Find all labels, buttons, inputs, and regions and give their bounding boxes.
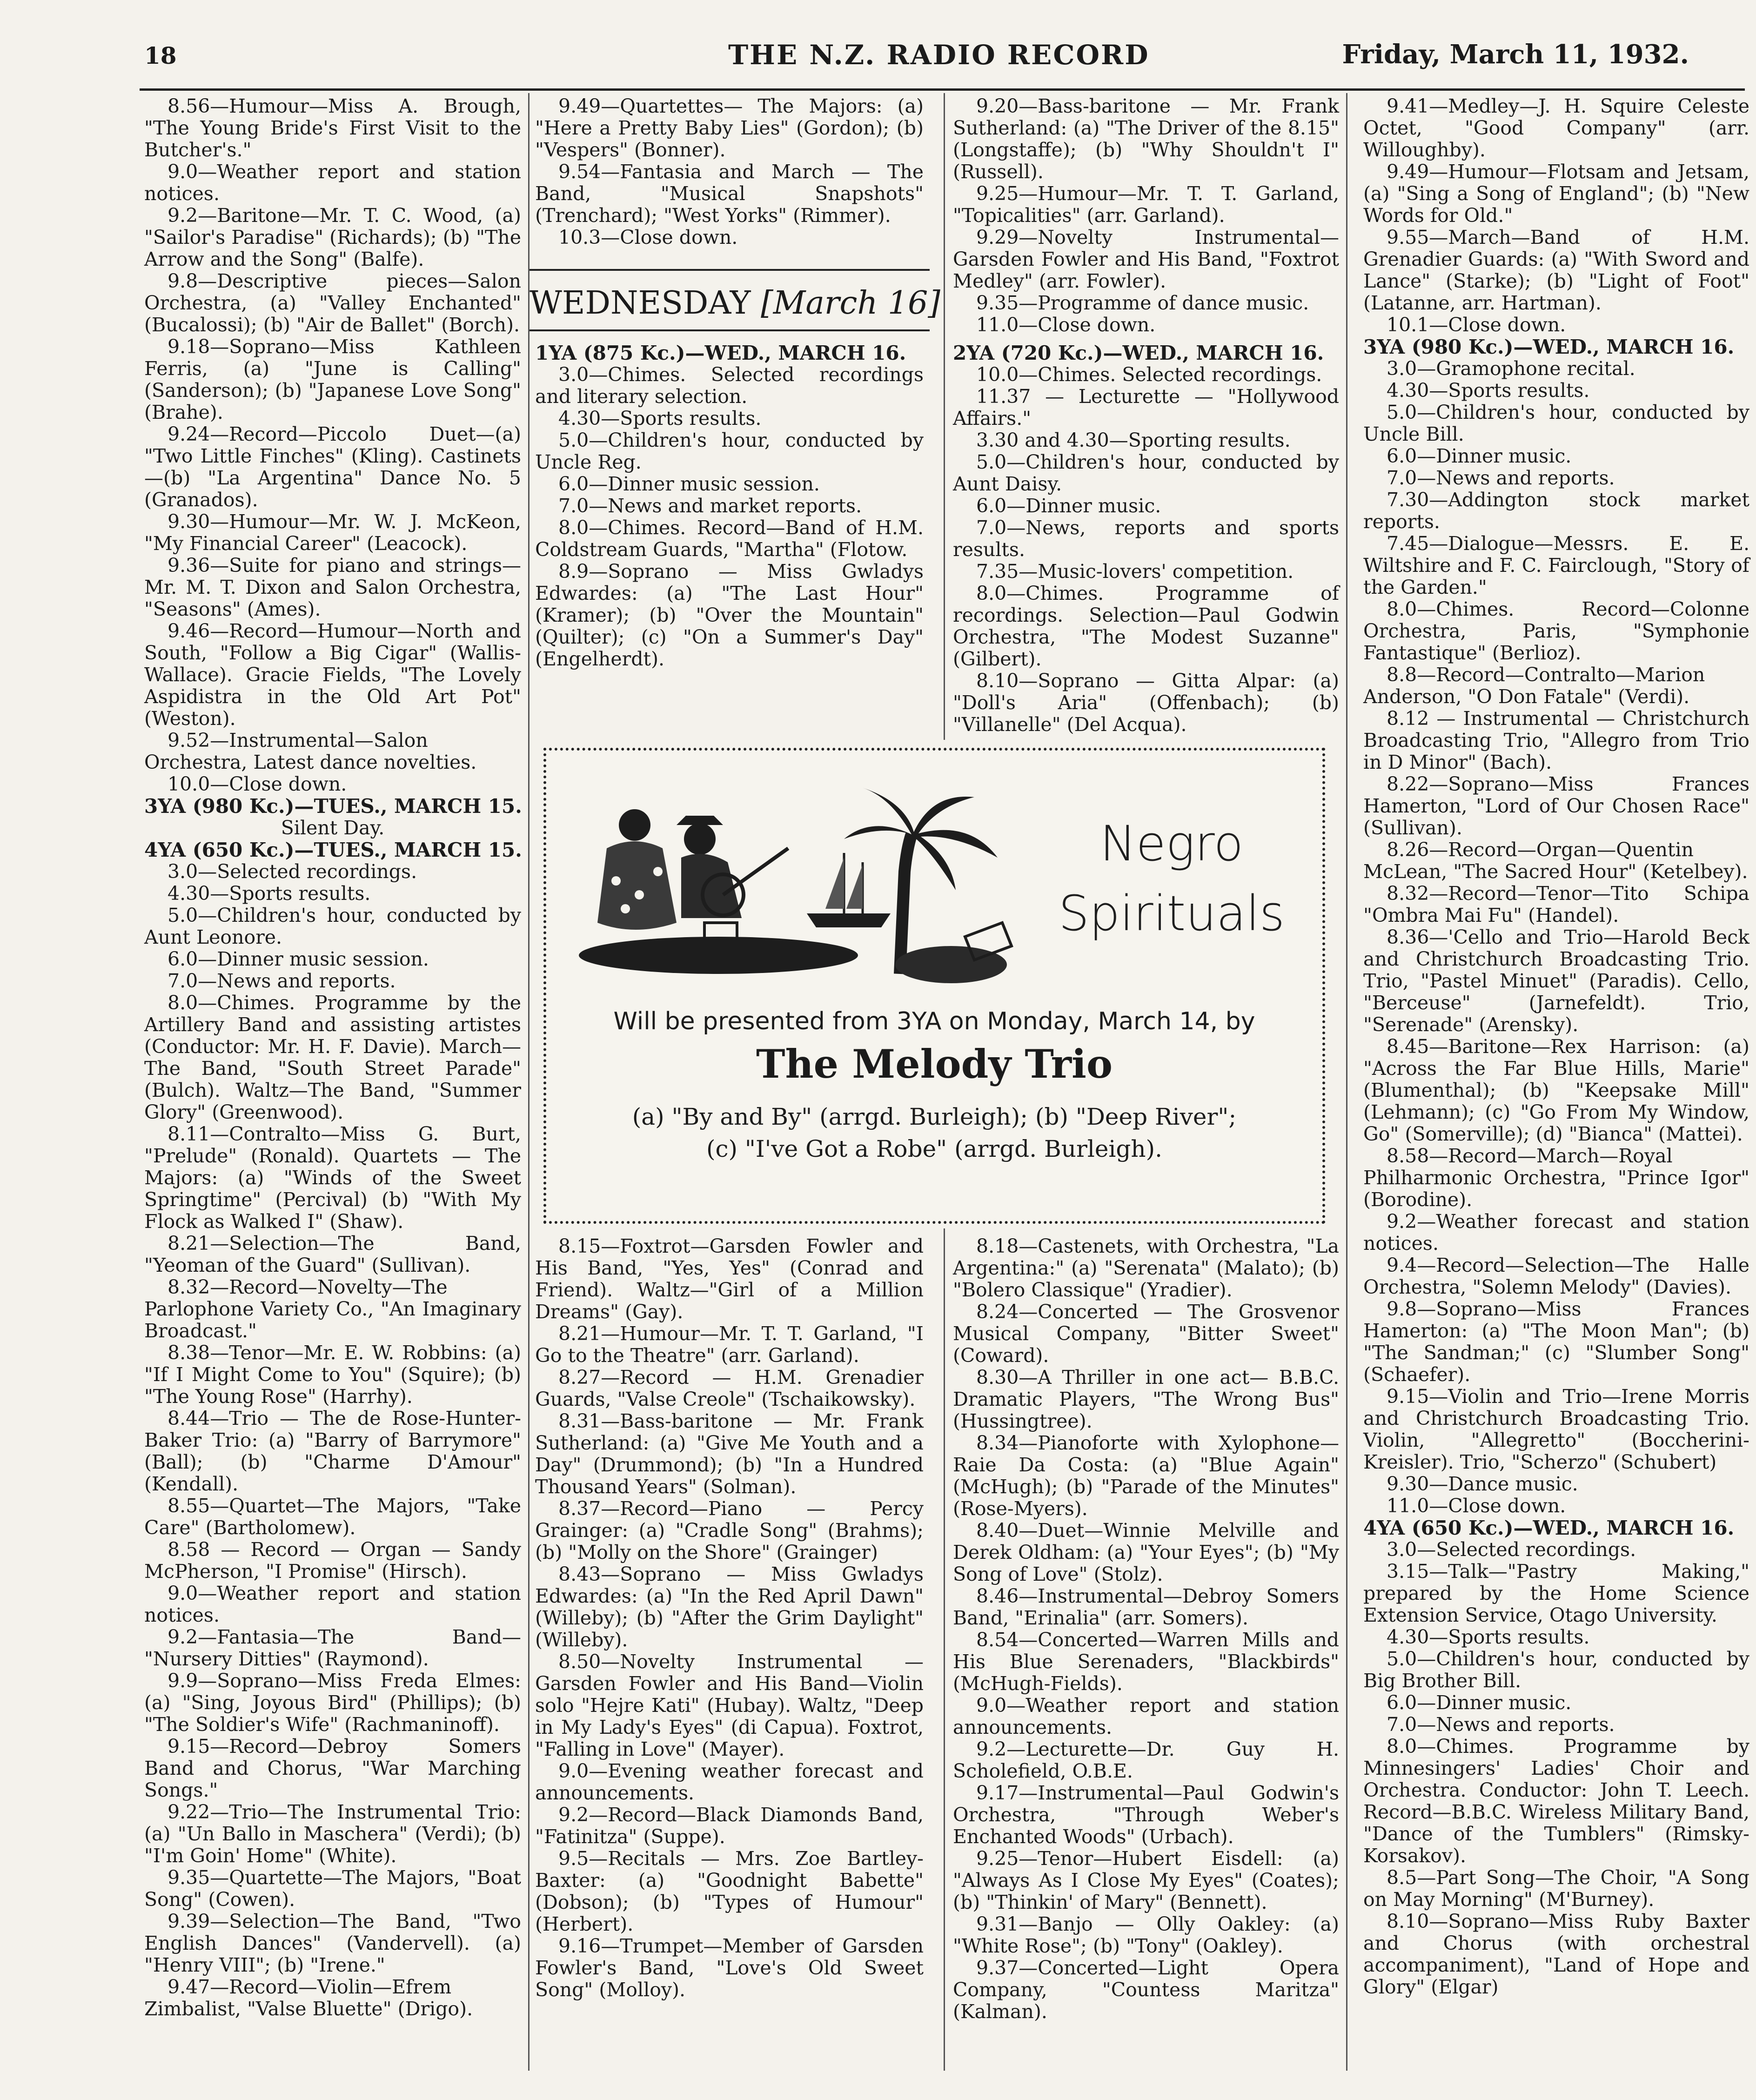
programme-item: 5.0—Children's hour, conducted by Big Brother Bill. <box>1363 1648 1749 1692</box>
programme-item: 8.8—Record—Contralto—Marion Anderson, "O Don Fatale" (Verdi). <box>1363 664 1705 708</box>
programme-item: 8.45—Baritone—Rex Harrison: (a) "Across the Far Blue Hills, Marie" (Blumenthal); (b) "Keepsake Mill" (Lehmann); (c) "Go From My Window, Go" (Somerville); (d) "Bianca" (Mattei). <box>1363 1035 1749 1145</box>
column-divider <box>944 93 945 740</box>
station-heading: 4YA (650 Kc.)—TUES., MARCH 15. <box>144 839 522 861</box>
programme-item: 7.35—Music-lovers' competition. <box>976 560 1294 583</box>
programme-item: 4.30—Sports results. <box>168 882 371 905</box>
programme-item: 8.32—Record—Tenor—Tito Schipa "Ombra Mai Fu" (Handel). <box>1363 882 1749 926</box>
station-heading: 1YA (875 Kc.)—WED., MARCH 16. <box>535 342 906 364</box>
column-2-middle <box>535 342 924 670</box>
programme-item: 9.0—Evening weather forecast and announcements. <box>535 1760 924 1804</box>
column-divider <box>528 93 529 2071</box>
programme-item: 6.0—Dinner music. <box>1387 1691 1572 1714</box>
station-note: Silent Day. <box>281 817 385 839</box>
programme-item: 9.2—Lecturette—Dr. Guy H. Scholefield, O.B.E. <box>953 1738 1339 1782</box>
programme-item: 3.0—Gramophone recital. <box>1387 357 1635 380</box>
programme-item: 9.17—Instrumental—Paul Godwin's Orchestra, "Through Weber's Enchanted Woods" (Urbach). <box>953 1782 1339 1848</box>
programme-item: 8.0—Chimes. Programme by Minnesingers' Ladies' Choir and Orchestra. Conductor: John T. Leech. Record—B.B.C. Wireless Military Band, "Dance of the Tumblers" (Rimsky-Korsakov). <box>1363 1735 1749 1867</box>
ad-performer: The Melody Trio <box>756 1041 1113 1087</box>
programme-item: 9.29—Novelty Instrumental—Garsden Fowler and His Band, "Foxtrot Medley" (arr. Fowler). <box>953 226 1339 292</box>
programme-item: 3.0—Selected recordings. <box>1387 1538 1636 1561</box>
programme-item: 8.9—Soprano — Miss Gwladys Edwardes: (a) "The Last Hour" (Kramer); (b) "Over the Mountain" (Quilter); (c) "On a Summer's Day" (Engelherdt). <box>535 560 924 670</box>
programme-item: 9.36—Suite for piano and strings—Mr. M. T. Dixon and Salon Orchestra, "Seasons" (Ames). <box>144 554 521 620</box>
programme-item: 9.18—Soprano—Miss Kathleen Ferris, (a) "June is Calling" (Sanderson); (b) "Japanese Love Song" (Brahe). <box>144 335 521 423</box>
ad-title-line1: Negro <box>1099 815 1244 872</box>
programme-item: 9.25—Humour—Mr. T. T. Garland, "Topicalities" (arr. Garland). <box>953 182 1339 227</box>
programme-item: 5.0—Children's hour, conducted by Uncle Bill. <box>1363 401 1749 445</box>
ad-presented-line: Will be presented from 3YA on Monday, March 14, by <box>613 1007 1255 1035</box>
programme-item: 8.56—Humour—Miss A. Brough, "The Young Bride's First Visit to the Butcher's." <box>144 95 521 161</box>
programme-item: 9.49—Quartettes— The Majors: (a) "Here a Pretty Baby Lies" (Gordon); (b) "Vespers" (Bonner). <box>535 95 924 161</box>
programme-item: 9.35—Programme of dance music. <box>976 292 1309 314</box>
column-3-middle <box>953 342 1339 736</box>
programme-item: 8.44—Trio — The de Rose-Hunter-Baker Trio: (a) "Barry of Barrymore" (Ball); (b) "Charme D'Amour" (Kendall). <box>144 1407 521 1495</box>
programme-item: 4.30—Sports results. <box>558 407 762 429</box>
programme-item: 8.12 — Instrumental — Christchurch Broadcasting Trio, "Allegro from Trio in D Minor" (Bach). <box>1363 707 1749 773</box>
ad-program-line1: (a) "By and By" (arrgd. Burleigh); (b) "Deep River"; <box>632 1103 1237 1130</box>
column-1 <box>144 95 521 2020</box>
programme-item: 8.0—Chimes. Record—Colonne Orchestra, Paris, "Symphonie Fantastique" (Berlioz). <box>1363 598 1749 664</box>
programme-item: 8.58—Record—March—Royal Philharmonic Orchestra, "Prince Igor" (Borodine). <box>1363 1145 1749 1211</box>
programme-item: 9.15—Record—Debroy Somers Band and Chorus, "War Marching Songs." <box>144 1735 521 1801</box>
programme-item: 6.0—Dinner music. <box>976 495 1161 517</box>
column-4 <box>1363 95 1749 1998</box>
programme-item: 9.9—Soprano—Miss Freda Elmes: (a) "Sing, Joyous Bird" (Phillips); (b) "The Soldier's Wife" (Rachmaninoff). <box>144 1670 521 1736</box>
programme-item: 11.0—Close down. <box>976 314 1156 336</box>
column-3-bottom <box>953 1235 1339 2023</box>
ad-program-line2: (c) "I've Got a Robe" (arrgd. Burleigh). <box>706 1135 1163 1162</box>
programme-item: 8.15—Foxtrot—Garsden Fowler and His Band, "Yes, Yes" (Conrad and Friend). Waltz—"Girl of a Million Dreams" (Gay). <box>535 1235 924 1323</box>
programme-item: 9.52—Instrumental—Salon Orchestra, Latest dance novelties. <box>144 729 477 773</box>
column-divider <box>1346 93 1347 2071</box>
programme-item: 8.32—Record—Novelty—The Parlophone Variety Co., "An Imaginary Broadcast." <box>144 1276 521 1342</box>
programme-item: 9.25—Tenor—Hubert Eisdell: (a) "Always As I Close My Eyes" (Coates); (b) "Thinkin' of Mary" (Bennett). <box>953 1847 1339 1913</box>
station-heading: 2YA (720 Kc.)—WED., MARCH 16. <box>953 342 1324 364</box>
programme-item: 9.47—Record—Violin—Efrem Zimbalist, "Valse Bluette" (Drigo). <box>144 1976 473 2020</box>
wednesday-rule-top <box>529 269 930 271</box>
programme-item: 8.10—Soprano — Gitta Alpar: (a) "Doll's Aria" (Offenbach); (b) "Villanelle" (Del Acqua). <box>953 670 1339 736</box>
programme-item: 7.45—Dialogue—Messrs. E. E. Wiltshire and F. C. Fairclough, "Story of the Garden." <box>1363 532 1749 598</box>
station-heading: 3YA (980 Kc.)—TUES., MARCH 15. <box>144 795 522 818</box>
programme-item: 9.55—March—Band of H.M. Grenadier Guards: (a) "With Sword and Lance" (Starke); (b) "Light of Foot" (Latanne, arr. Hartman). <box>1363 226 1749 314</box>
station-heading: 4YA (650 Kc.)—WED., MARCH 16. <box>1363 1516 1735 1539</box>
programme-item: 5.0—Children's hour, conducted by Aunt Daisy. <box>953 451 1339 495</box>
programme-item: 8.37—Record—Piano — Percy Grainger: (a) "Cradle Song" (Brahms); (b) "Molly on the Shore" (Grainger) <box>535 1497 924 1563</box>
programme-item: 7.0—News and market reports. <box>558 495 862 517</box>
programme-item: 8.5—Part Song—The Choir, "A Song on May Morning" (M'Burney). <box>1363 1866 1749 1911</box>
programme-item: 7.30—Addington stock market reports. <box>1363 489 1749 533</box>
programme-item: 8.0—Chimes. Programme by the Artillery Band and assisting artistes (Conductor: Mr. H. F. Davie). March—The Band, "South Street Parade" (Bulch). Waltz—The Band, "Summer Glory" (Greenwood). <box>144 992 521 1123</box>
programme-item: 8.46—Instrumental—Debroy Somers Band, "Erinalia" (arr. Somers). <box>953 1585 1339 1629</box>
ad-title-line2: Spirituals <box>1058 885 1285 942</box>
programme-item: 9.37—Concerted—Light Opera Company, "Countess Maritza" (Kalman). <box>953 1957 1339 2023</box>
programme-item: 8.38—Tenor—Mr. E. W. Robbins: (a) "If I Might Come to You" (Squire); (b) "The Young Rose" (Harrhy). <box>144 1342 521 1408</box>
programme-item: 3.0—Selected recordings. <box>168 860 417 883</box>
programme-item: 8.36—'Cello and Trio—Harold Beck and Christchurch Broadcasting Trio. Trio, "Pastel Minuet" (Paradis). Cello, "Berceuse" (Jarnefeldt). Trio, "Serenade" (Arensky). <box>1363 926 1749 1036</box>
programme-item: 9.4—Record—Selection—The Halle Orchestra, "Solemn Melody" (Davies). <box>1363 1254 1749 1298</box>
column-2-bottom <box>535 1235 924 2001</box>
programme-item: 3.0—Chimes. Selected recordings and literary selection. <box>535 363 924 408</box>
programme-item: 9.30—Dance music. <box>1387 1473 1578 1495</box>
programme-item: 9.46—Record—Humour—North and South, "Follow a Big Cigar" (Wallis-Wallace). Gracie Fields, "The Lovely Aspidistra in the Old Art Pot" (Weston). <box>144 620 521 730</box>
programme-item: 8.54—Concerted—Warren Mills and His Blue Serenaders, "Blackbirds" (McHugh-Fields). <box>953 1629 1339 1695</box>
programme-item: 9.0—Weather report and station announcements. <box>953 1694 1339 1738</box>
programme-item: 8.22—Soprano—Miss Frances Hamerton, "Lord of Our Chosen Race" (Sullivan). <box>1363 773 1749 839</box>
programme-item: 6.0—Dinner music session. <box>558 473 820 495</box>
programme-item: 9.8—Descriptive pieces—Salon Orchestra, (a) "Valley Enchanted" (Bucalossi); (b) "Air de Ballet" (Borch). <box>144 270 521 336</box>
programme-item: 8.31—Bass-baritone — Mr. Frank Sutherland: (a) "Give Me Youth and a Day" (Drummond); (b) "In a Hundred Thousand Years" (Solman). <box>535 1410 924 1498</box>
programme-item: 4.30—Sports results. <box>1387 1626 1590 1648</box>
programme-item: 9.0—Weather report and station notices. <box>144 161 521 205</box>
header-rule <box>140 88 1745 91</box>
programme-item: 8.18—Castenets, with Orchestra, "La Argentina:" (a) "Serenata" (Malato); (b) "Bolero Classique" (Yradier). <box>953 1235 1339 1301</box>
wednesday-date: [March 16] <box>761 285 940 322</box>
programme-item: 9.5—Recitals — Mrs. Zoe Bartley-Baxter: (a) "Goodnight Babette" (Dobson); (b) "Types of Humour" (Herbert). <box>535 1847 924 1935</box>
programme-item: 8.24—Concerted — The Grosvenor Musical Company, "Bitter Sweet" (Coward). <box>953 1301 1339 1367</box>
programme-item: 8.21—Selection—The Band, "Yeoman of the Guard" (Sullivan). <box>144 1232 521 1276</box>
column-divider <box>944 1228 945 2071</box>
programme-item: 9.2—Record—Black Diamonds Band, "Fatinitza" (Suppe). <box>535 1804 924 1848</box>
programme-item: 3.30 and 4.30—Sporting results. <box>976 429 1291 451</box>
programme-item: 8.40—Duet—Winnie Melville and Derek Oldham: (a) "Your Eyes"; (b) "My Song of Love" (Stolz). <box>953 1519 1339 1585</box>
programme-item: 10.1—Close down. <box>1387 314 1566 336</box>
programme-item: 3.15—Talk—"Pastry Making," prepared by the Home Science Extension Service, Otago University. <box>1363 1560 1749 1626</box>
programme-item: 8.10—Soprano—Miss Ruby Baxter and Chorus (with orchestral accompaniment), "Land of Hope and Glory" (Elgar) <box>1363 1910 1749 1998</box>
column-3-top <box>953 95 1339 336</box>
programme-item: 9.15—Violin and Trio—Irene Morris and Christchurch Broadcasting Trio. Violin, "Allegretto" (Boccherini-Kreisler). Trio, "Scherzo" (Schubert) <box>1363 1385 1749 1473</box>
programme-item: 8.55—Quartet—The Majors, "Take Care" (Bartholomew). <box>144 1495 521 1539</box>
programme-item: 6.0—Dinner music. <box>1387 445 1572 467</box>
programme-item: 9.16—Trumpet—Member of Garsden Fowler's Band, "Love's Old Sweet Song" (Molloy). <box>535 1935 924 2001</box>
programme-item: 11.37 — Lecturette — "Hollywood Affairs." <box>953 385 1339 429</box>
station-heading: 3YA (980 Kc.)—WED., MARCH 16. <box>1363 335 1735 358</box>
programme-item: 8.43—Soprano — Miss Gwladys Edwardes: (a) "In the Red April Dawn" (Willeby); (b) "After the Grim Daylight" (Willeby). <box>535 1563 924 1651</box>
programme-item: 10.0—Close down. <box>168 773 347 795</box>
programme-item: 9.2—Baritone—Mr. T. C. Wood, (a) "Sailor's Paradise" (Richards); (b) "The Arrow and the Song" (Balfe). <box>144 204 521 270</box>
programme-item: 6.0—Dinner music session. <box>168 948 429 970</box>
page-number: 18 <box>144 42 177 69</box>
programme-item: 8.34—Pianoforte with Xylophone—Raie Da Costa: (a) "Blue Again" (McHugh); (b) "Parade of the Minutes" (Rose-Myers). <box>953 1432 1339 1520</box>
programme-item: 7.0—News, reports and sports results. <box>953 517 1339 561</box>
programme-item: 10.0—Chimes. Selected recordings. <box>976 363 1322 386</box>
programme-item: 9.0—Weather report and station notices. <box>144 1582 521 1626</box>
programme-item: 8.11—Contralto—Miss G. Burt, "Prelude" (Ronald). Quartets — The Majors: (a) "Winds of the Sweet Springtime" (Percival) (b) "With My Flock as Walked I" (Shaw). <box>144 1123 521 1233</box>
programme-item: 9.49—Humour—Flotsam and Jetsam, (a) "Sing a Song of England"; (b) "New Words for Old." <box>1363 161 1749 227</box>
programme-item: 8.26—Record—Organ—Quentin McLean, "The Sacred Hour" (Ketelbey). <box>1363 839 1748 883</box>
programme-item: 9.35—Quartette—The Majors, "Boat Song" (Cowen). <box>144 1866 521 1911</box>
programme-item: 10.3—Close down. <box>558 226 738 248</box>
banjo-player-illustration <box>565 769 1035 983</box>
programme-item: 5.0—Children's hour, conducted by Uncle Reg. <box>535 429 924 473</box>
programme-item: 8.50—Novelty Instrumental — Garsden Fowler and His Band—Violin solo "Hejre Kati" (Hubay). Waltz, "Deep in My Lady's Eyes" (di Capua). Foxtrot, "Falling in Love" (Mayer). <box>535 1650 924 1760</box>
programme-item: 8.27—Record — H.M. Grenadier Guards, "Valse Creole" (Tschaikowsky). <box>535 1366 924 1410</box>
programme-item: 7.0—News and reports. <box>1387 1713 1615 1736</box>
programme-item: 9.24—Record—Piccolo Duet—(a) "Two Little Finches" (Kling). Castinets—(b) "La Argentina" Dance No. 5 (Granados). <box>144 423 521 511</box>
programme-item: 8.30—A Thriller in one act— B.B.C. Dramatic Players, "The Wrong Bus" (Hussingtree). <box>953 1366 1339 1432</box>
programme-item: 8.0—Chimes. Record—Band of H.M. Coldstream Guards, "Martha" (Flotow. <box>535 517 924 561</box>
programme-item: 9.54—Fantasia and March — The Band, "Musical Snapshots" (Trenchard); "West Yorks" (Rimmer). <box>535 161 924 227</box>
issue-date: Friday, March 11, 1932. <box>1342 39 1689 70</box>
programme-item: 8.21—Humour—Mr. T. T. Garland, "I Go to the Theatre" (arr. Garland). <box>535 1322 924 1367</box>
programme-item: 4.30—Sports results. <box>1387 379 1590 402</box>
wednesday-banner <box>529 285 940 322</box>
programme-item: 9.2—Weather forecast and station notices. <box>1363 1210 1749 1255</box>
column-2-top <box>535 95 924 248</box>
programme-item: 7.0—News and reports. <box>1387 467 1615 489</box>
programme-item: 5.0—Children's hour, conducted by Aunt Leonore. <box>144 904 521 948</box>
programme-item: 9.22—Trio—The Instrumental Trio: (a) "Un Ballo in Maschera" (Verdi); (b) "I'm Goin' Home" (White). <box>144 1801 521 1867</box>
negro-spirituals-ad <box>543 748 1325 1224</box>
programme-item: 9.8—Soprano—Miss Frances Hamerton: (a) "The Moon Man"; (b) "The Sandman;" (c) "Slumber Song" (Schaefer). <box>1363 1298 1749 1386</box>
publication-title: THE N.Z. RADIO RECORD <box>728 39 1150 71</box>
programme-item: 9.39—Selection—The Band, "Two English Dances" (Vandervell). (a) "Henry VIII"; (b) "Irene." <box>144 1910 521 1976</box>
programme-item: 9.2—Fantasia—The Band— "Nursery Ditties" (Raymond). <box>144 1626 521 1670</box>
programme-item: 8.58 — Record — Organ — Sandy McPherson, "I Promise" (Hirsch). <box>144 1538 521 1583</box>
programme-item: 9.20—Bass-baritone — Mr. Frank Sutherland: (a) "The Driver of the 8.15" (Longstaffe); (b) "Why Shouldn't I" (Russell). <box>953 95 1339 183</box>
wednesday-day: WEDNESDAY <box>529 285 751 322</box>
programme-item: 9.30—Humour—Mr. W. J. McKeon, "My Financial Career" (Leacock). <box>144 510 521 555</box>
programme-item: 7.0—News and reports. <box>168 970 396 992</box>
programme-item: 9.41—Medley—J. H. Squire Celeste Octet, "Good Company" (arr. Willoughby). <box>1363 95 1749 161</box>
programme-item: 9.31—Banjo — Olly Oakley: (a) "White Rose"; (b) "Tony" (Oakley). <box>953 1913 1339 1957</box>
programme-item: 11.0—Close down. <box>1387 1495 1566 1517</box>
page-header <box>140 33 1694 74</box>
programme-item: 8.0—Chimes. Programme of recordings. Selection—Paul Godwin Orchestra, "The Modest Suzanne" (Gilbert). <box>953 582 1339 670</box>
wednesday-rule-bottom <box>529 329 930 331</box>
